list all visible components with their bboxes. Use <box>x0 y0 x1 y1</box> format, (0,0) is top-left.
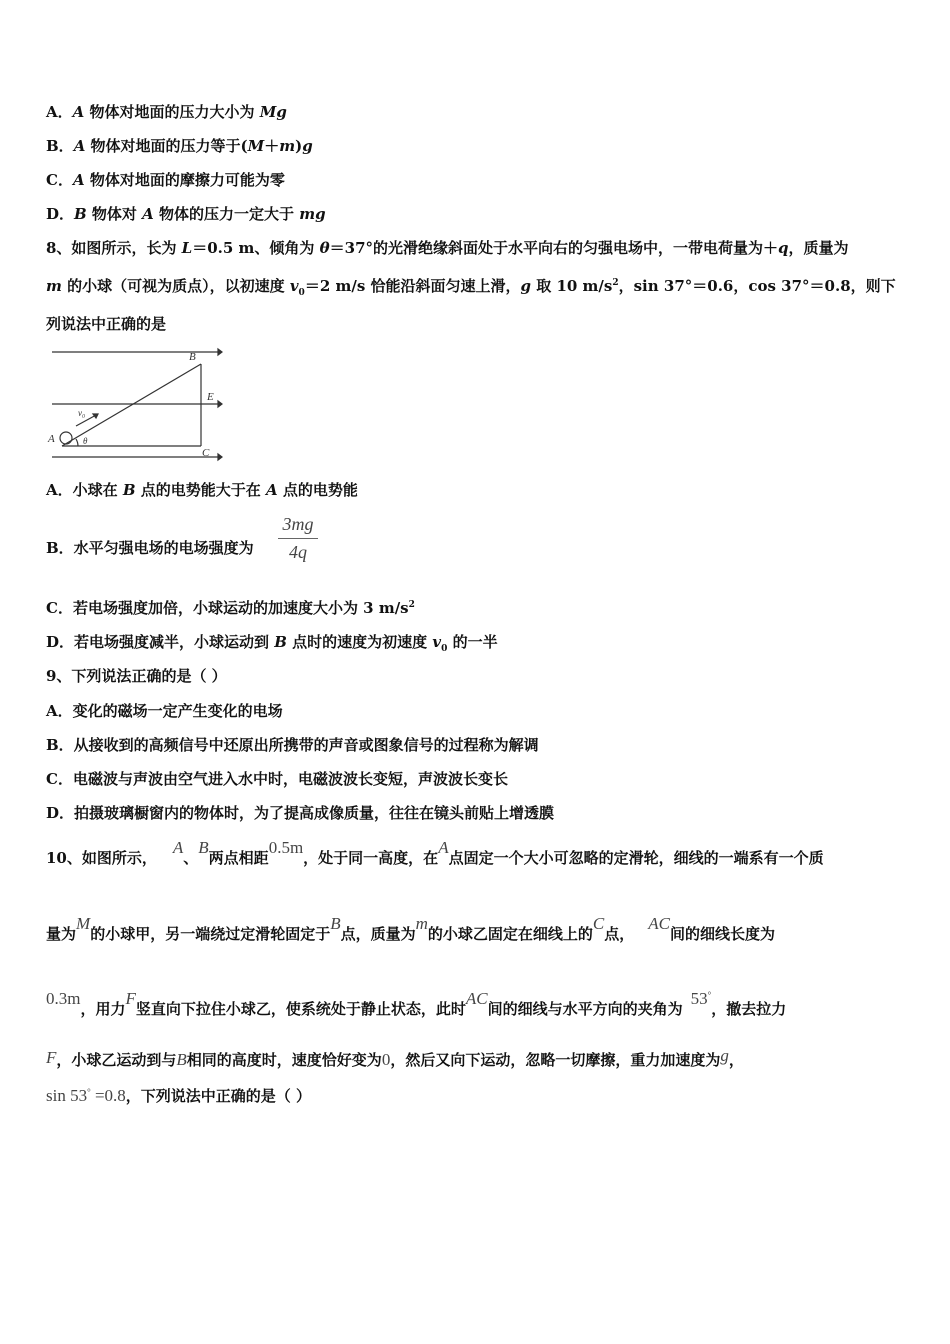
q8-stem-line1: 8、如图所示，长为 L＝0.5 m、倾角为 θ＝37°的光滑绝缘斜面处于水平向右的匀强电场中，一带电荷量为＋q，质量为 <box>46 239 849 257</box>
field-arrow-mid <box>218 401 222 407</box>
q7-option-a: A．A 物体对地面的压力大小为 Mg <box>46 103 287 121</box>
q9-option-c: C．电磁波与声波由空气进入水中时，电磁波波长变短，声波波长变长 <box>46 770 508 788</box>
q10-line4: F，小球乙运动到与B相同的高度时，速度恰好变为0，然后又向下运动，忽略一切摩擦，重力加速度为g， <box>46 1046 744 1069</box>
q8-option-b: B．水平匀强电场的电场强度为 <box>46 539 254 557</box>
q8-option-d: D．若电场强度减半，小球运动到 B 点时的速度为初速度 $v_0$ 的一半 <box>46 633 498 654</box>
label-theta: θ <box>83 436 88 446</box>
q8-stem-line2: m 的小球（可视为质点），以初速度 $v_0=2$ m/s 恰能沿斜面匀速上滑，g 取 10 $m/s^2$，sin 37°＝0.6，cos 37°＝0.8，则下 <box>46 277 896 298</box>
ball <box>60 432 72 444</box>
q10-line2: 量为M的小球甲，另一端绕过定滑轮固定于B点，质量为m的小球乙固定在细线上的C点，AC间的细线长度为 <box>46 914 776 943</box>
q9-option-d: D．拍摄玻璃橱窗内的物体时，为了提高成像质量，往往在镜头前贴上增透膜 <box>46 804 555 822</box>
q8-option-c: C．若电场强度加倍，小球运动的加速度大小为 3 $m/s^2$ <box>46 599 415 617</box>
fraction-denominator: 4q <box>289 542 307 562</box>
label-C: C <box>202 447 210 459</box>
label-E: E <box>207 391 214 403</box>
field-arrow-bottom <box>218 454 222 460</box>
q8-stem-line3: 列说法中正确的是 <box>46 315 167 333</box>
angle-arc <box>76 439 78 446</box>
q10-line5: sin 53° =0.8，下列说法中正确的是（ ） <box>46 1086 312 1105</box>
incline-figure <box>46 344 226 464</box>
field-strength-fraction <box>278 514 318 563</box>
q9-stem: 9、下列说法正确的是（ ） <box>46 667 227 685</box>
q8-option-a: A．小球在 B 点的电势能大于在 A 点的电势能 <box>46 481 358 499</box>
field-arrow-top <box>218 349 222 355</box>
q9-option-b: B．从接收到的高频信号中还原出所携带的声音或图象信号的过程称为解调 <box>46 736 539 754</box>
q9-option-a: A．变化的磁场一定产生变化的电场 <box>46 702 283 720</box>
velocity-arrowhead <box>93 414 98 418</box>
incline-surface <box>62 364 201 446</box>
q7-option-d: D．B 物体对 A 物体的压力一定大于 mg <box>46 205 326 223</box>
q10-line3: 0.3m，用力F竖直向下拉住小球乙，使系统处于静止状态，此时AC间的细线与水平方向的夹角为53°，撤去拉力 <box>46 989 787 1018</box>
label-v0: v₀ <box>78 408 86 418</box>
label-A: A <box>48 433 55 445</box>
label-B: B <box>189 351 196 363</box>
q10-line1: 10、如图所示，A、B两点相距0.5m，处于同一高度，在A点固定一个大小可忽略的定滑轮，细线的一端系有一个质 <box>46 838 824 867</box>
fraction-numerator: 3mg <box>278 514 318 539</box>
q7-option-c: C．A 物体对地面的摩擦力可能为零 <box>46 171 285 189</box>
q7-option-b: B．A 物体对地面的压力等于(M＋m)g <box>46 137 313 155</box>
